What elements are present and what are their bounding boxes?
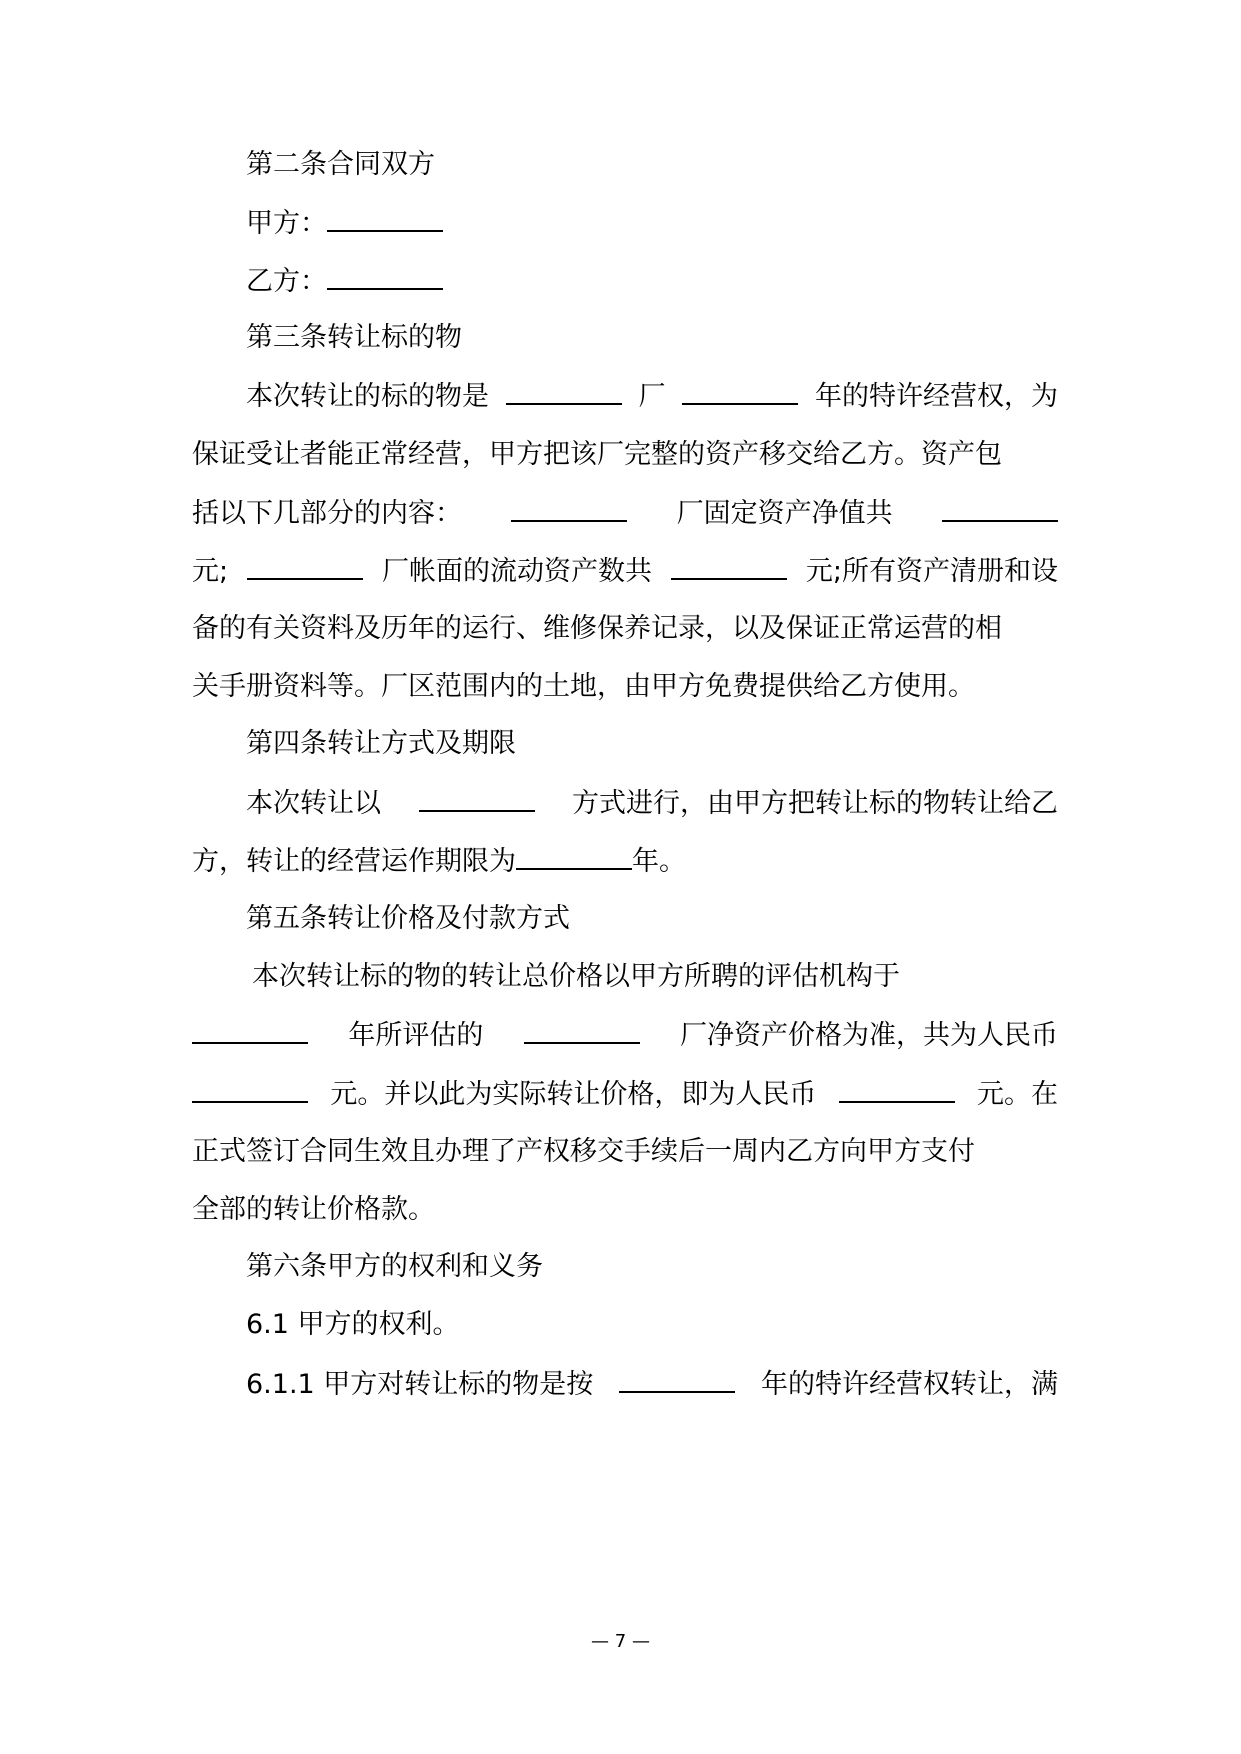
party-a-line [246,203,1058,243]
text-segment: 方，转让的经营运作期限为 [192,846,516,877]
field-blank[interactable] [511,493,627,522]
text-segment: 年所评估的 [348,1020,484,1051]
paragraph-line [246,783,1058,823]
article-2-heading [246,145,1058,185]
field-blank[interactable] [682,376,798,405]
field-blank[interactable] [524,1015,640,1044]
text-segment: 元。并以此为实际转让价格，即为人民币 [330,1079,817,1110]
field-blank[interactable] [192,1015,308,1044]
text-segment: 备的有关资料及历年的运行、维修保养记录，以及保证正常运营的相 [192,613,1002,644]
text-segment: 第四条转让方式及期限 [246,728,516,759]
article-4-heading [246,724,1058,764]
text-segment: 元; [192,556,229,587]
field-blank[interactable] [192,1074,308,1103]
field-blank[interactable] [942,493,1058,522]
paragraph-line [192,493,1058,533]
text-segment: 甲方： [246,208,327,239]
paragraph-line [192,841,1058,881]
text-segment: 乙方： [246,266,327,297]
paragraph-line [192,667,1058,707]
text-segment: 6.1.1 甲方对转让标的物是按 [246,1369,594,1400]
paragraph-line [252,957,1058,997]
text-segment: 第三条转让标的物 [246,322,462,353]
party-b-blank[interactable] [327,261,443,290]
text-segment: 本次转让的标的物是 [246,381,489,412]
field-blank[interactable] [516,841,632,870]
paragraph-line [192,1190,1058,1230]
field-blank[interactable] [419,783,535,812]
paragraph-line [192,609,1058,649]
field-blank[interactable] [247,551,363,580]
text-segment: 正式签订合同生效且办理了产权移交手续后一周内乙方向甲方支付 [192,1136,975,1167]
text-segment: 厂固定资产净值共 [676,498,893,529]
paragraph-line [192,435,1058,475]
text-segment: 本次转让标的物的转让总价格以甲方所聘的评估机构于 [252,961,900,992]
text-segment: 第六条甲方的权利和义务 [246,1251,543,1282]
paragraph-line [192,1015,1058,1055]
page-number: — 7 — [591,1631,650,1652]
text-segment: 元。在 [976,1079,1058,1110]
text-segment: 保证受让者能正常经营，甲方把该厂完整的资产移交给乙方。资产包 [192,439,1002,470]
article-6-heading [246,1247,1058,1287]
party-b-line [246,261,1058,301]
article-5-heading [246,899,1058,939]
text-segment: 年。 [632,846,686,877]
party-a-blank[interactable] [327,203,443,232]
paragraph-line [246,1364,1058,1404]
text-segment: 厂 [638,381,666,412]
field-blank[interactable] [619,1364,735,1393]
field-blank[interactable] [506,376,622,405]
text-segment: 方式进行，由甲方把转让标的物转让给乙 [572,788,1058,819]
text-segment: 第五条转让价格及付款方式 [246,903,570,934]
paragraph-line [192,551,1058,591]
paragraph-line [192,1132,1058,1172]
article-3-heading [246,318,1058,358]
text-segment: 年的特许经营权，为 [815,381,1058,412]
text-segment: 年的特许经营权转让，满 [760,1369,1058,1400]
text-segment: 本次转让以 [246,788,381,819]
field-blank[interactable] [671,551,787,580]
clause-6-1-heading [246,1305,1058,1345]
text-segment: 厂帐面的流动资产数共 [381,556,652,587]
paragraph-line [246,376,1058,416]
paragraph-line [192,1074,1058,1114]
text-segment: 元;所有资产清册和设 [805,556,1058,587]
text-segment: 括以下几部分的内容： [192,498,462,529]
text-segment: 第二条合同双方 [246,149,435,180]
text-segment: 全部的转让价格款。 [192,1194,435,1225]
text-segment: 关手册资料等。厂区范围内的土地，由甲方免费提供给乙方使用。 [192,671,975,702]
text-segment: 6.1 甲方的权利。 [246,1309,460,1340]
field-blank[interactable] [839,1074,955,1103]
text-segment: 厂净资产价格为准，共为人民币 [679,1020,1058,1051]
